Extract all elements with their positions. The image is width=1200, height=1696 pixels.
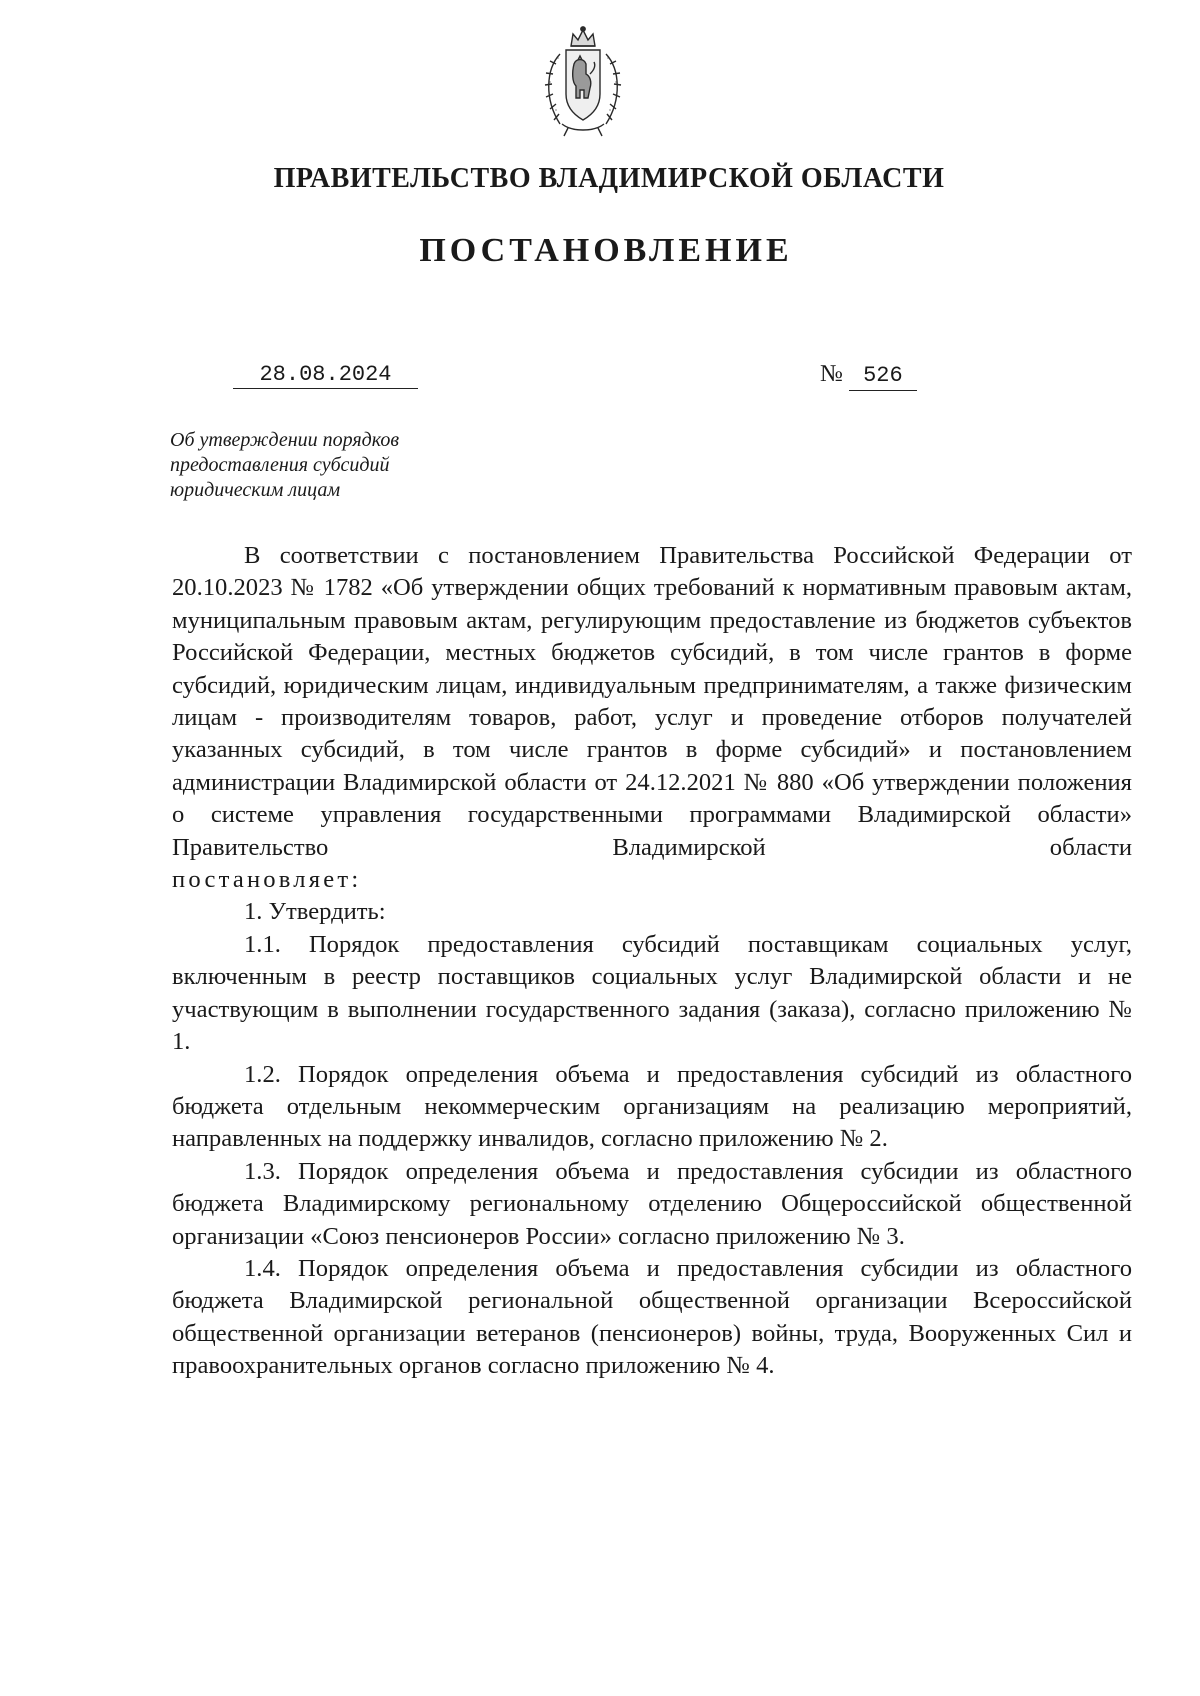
document-body [172,540,1132,1383]
document-subject [170,428,399,503]
item-1-4: 1.4. Порядок определения объема и предоставления субсидии из областного бюджета Владимирской региональной общественной организации Всероссийской общественной организации ветеранов (пенсионеров) войны, труда, Вооруженных Сил и правоохранительных органов согласно приложению № 4. [172,1254,1132,1380]
subject-line: Об утверждении порядков [170,429,400,451]
government-title: ПРАВИТЕЛЬСТВО ВЛАДИМИРСКОЙ ОБЛАСТИ [273,163,945,194]
document-type-title: ПОСТАНОВЛЕНИЕ [419,232,793,269]
item-1-3: 1.3. Порядок определения объема и предоставления субсидии из областного бюджета Владимирскому региональному отделению Общероссийской общественной организации «Союз пенсионеров России» согласно приложению № 3. [172,1157,1132,1250]
number-value: 526 [849,362,917,391]
subject-line: юридическим лицам [170,479,341,501]
subject-line: предоставления субсидий [170,454,390,476]
document-number [820,360,917,391]
coat-of-arms-icon [538,24,628,140]
resolves-clause: постановляет: [172,866,362,894]
number-sign: № [820,361,843,387]
document-date: 28.08.2024 [233,362,418,389]
item-1-1: 1.1. Порядок предоставления субсидий поставщикам социальных услуг, включенным в реестр поставщиков социальных услуг Владимирской области и не участвующим в выполнении государственного задания (заказа), согласно приложению № 1. [172,930,1132,1056]
item-1-2: 1.2. Порядок определения объема и предоставления субсидий из областного бюджета отдельным некоммерческим организациям на реализацию мероприятий, направленных на поддержку инвалидов, согласно приложению № 2. [172,1060,1132,1153]
preamble-paragraph: В соответствии с постановлением Правительства Российской Федерации от 20.10.2023 № 1782 «Об утверждении общих требований к нормативным правовым актам, муниципальным правовым актам, регулирующим предоставление из бюджетов субъектов Российской Федерации, местных бюджетов субсидий, в том числе грантов в форме субсидий, юридическим лицам, индивидуальным предпринимателям, а также физическим лицам - производителям товаров, работ, услуг и проведение отборов получателей указанных субсидий, в том числе грантов в форме субсидий» и постановлением администрации Владимирской области от 24.12.2021 № 880 «Об утверждении положения о системе управления государственными программами Владимирской области» Правительство Владимирской области [172,542,1132,861]
item-1: 1. Утвердить: [244,898,386,926]
